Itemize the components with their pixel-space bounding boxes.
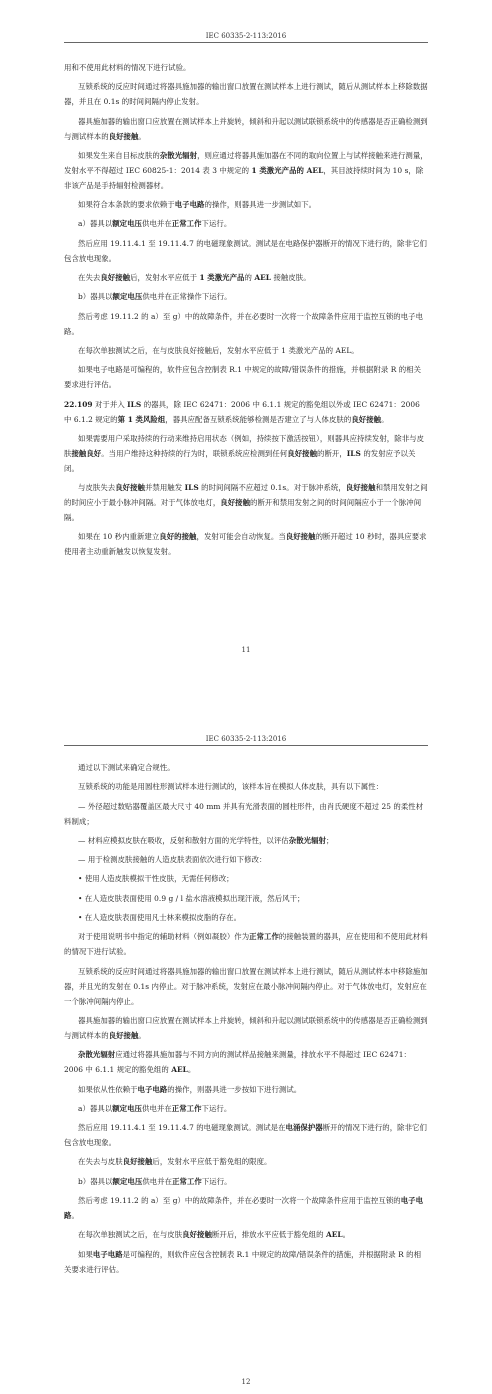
text-run: 然后应用 19.11.4.1 至 19.11.4.7 的电磁现象测试。测试是在 — [78, 1123, 286, 1133]
text-run: 如果 — [78, 1249, 93, 1259]
paragraph — [64, 431, 428, 476]
text-run: 接触皮肤。 — [271, 273, 311, 283]
text-run: 。 — [71, 1211, 79, 1221]
text-run: 用和不使用此材料的情况下进行试验。 — [64, 63, 191, 72]
bold-term: 额定电压 — [112, 219, 142, 229]
paragraph — [64, 1120, 428, 1150]
page-gap — [0, 672, 492, 705]
text-run: 如果发生来自目标皮肤的 — [78, 150, 160, 160]
text-run: 如果依从性依赖于 — [78, 1084, 138, 1094]
bold-term: 良好接触 — [345, 483, 376, 493]
paragraph — [64, 236, 428, 266]
page-body — [64, 760, 428, 1281]
text-run: 通过以下测试来确定合规性。 — [78, 763, 175, 772]
paragraph — [64, 480, 428, 525]
bold-term: 良好接触 — [287, 448, 318, 458]
text-run: 的断开， — [317, 448, 347, 458]
paragraph — [64, 1082, 428, 1097]
text-run: ，发射可能会自动恢复。当 — [196, 532, 286, 542]
bold-term: ILS — [346, 448, 361, 458]
bold-term: 正常工作 — [171, 1103, 202, 1113]
bold-term: 1 类激光产品 — [199, 273, 245, 283]
text-run: 然后考虑 19.11.2 的 a）至 g）中的故障条件，并在必要时一次将一个故障条件应用于监控互锁的电子电路。 — [64, 311, 424, 336]
paragraph — [64, 289, 428, 304]
bold-term: 良好接触 — [182, 1230, 212, 1240]
text-run: 与皮肤失去 — [78, 483, 116, 493]
paragraph — [64, 760, 428, 775]
text-run: 对于并入 — [92, 399, 128, 409]
page-header: IEC 60335-2-113:2016 — [64, 32, 428, 43]
paragraph — [64, 1047, 428, 1077]
text-run: 互锁系统的反应时间通过将器具施加器的输出窗口放置在测试样本上进行测试，随后从测试样本上移除数据器，并且在 0.1s 的时间间隔内停止发射。 — [64, 82, 428, 107]
text-run: 下运行。 — [201, 219, 232, 229]
text-run: 是可编程的，则软件应包含控制表 R.1 中规定的故障/错误条件的措施，并根据附录 R 的相关要求进行评估。 — [64, 1249, 422, 1274]
paragraph — [64, 929, 428, 959]
text-run: 后，发射水平应低于豁免组的限度。 — [152, 1157, 272, 1167]
text-run: 在每次单独测试之后，在与皮肤 — [78, 1230, 183, 1240]
bold-term: 正常工作 — [172, 1176, 202, 1186]
text-run: • 使用人造皮肤模拟干性皮肤，无需任何修改； — [78, 874, 234, 884]
paragraph — [64, 79, 428, 109]
text-run: 的操作，则器具进一步按如下进行测试。 — [167, 1084, 302, 1094]
text-run: 的时间间隔不应超过 0.1s。对于脉冲系统， — [198, 483, 346, 493]
paragraph — [64, 60, 428, 75]
bold-term: 良好接触 — [220, 498, 251, 508]
paragraph — [64, 309, 428, 339]
text-run: 在失去与皮肤 — [78, 1157, 123, 1167]
text-run: 的接触装置的器具，应在使用和不使用此材料的情况下进行试验。 — [64, 932, 428, 957]
bold-term: 接触良好 — [71, 448, 102, 458]
text-run: • 在人造皮肤表面使用 0.9 g / l 盐水溶液模拟出现汗液，然后风干； — [78, 893, 305, 903]
paragraph — [64, 148, 428, 193]
text-run: a）器具以 — [78, 219, 113, 229]
bold-term: 额定电压 — [112, 1176, 143, 1186]
text-run: 然后考虑 19.11.2 的 a）至 g）中的故障条件，并在必要时一次将一个故障条件应用于监控互锁的 — [78, 1196, 401, 1206]
bold-term: AEL — [171, 1065, 188, 1075]
paragraph — [64, 1154, 428, 1169]
text-run: — 材料应模拟皮肤在吸收，反射和散射方面的光学特性，以评估 — [78, 835, 289, 845]
page-number: 12 — [241, 1378, 251, 1386]
paragraph — [64, 871, 428, 886]
paragraph — [64, 1101, 428, 1116]
bold-term: 电涌保护器 — [285, 1123, 323, 1133]
bold-term: 良好接触 — [122, 1157, 153, 1167]
text-run: 如果在 10 秒内重新建立 — [78, 532, 160, 542]
text-run: 断开后，排放水平应低于豁免组的 — [211, 1230, 326, 1240]
text-run: 的断开超过 10 秒时，器具应要求使用者主动重新触发以恢复发射。 — [64, 532, 427, 557]
bold-term: 杂散光辐射 — [288, 835, 326, 845]
text-run: 供电并在 — [142, 1103, 172, 1113]
text-run: 下运行。 — [201, 1176, 232, 1186]
bold-term: 电子电路 — [64, 1196, 424, 1221]
document-page-11 — [0, 0, 492, 672]
text-run: — 用于检测皮肤接触的人造皮肤表面依次进行如下修改： — [78, 855, 267, 865]
bold-term: ILS — [184, 483, 199, 493]
text-run: ，则应通过将器具施加器在不同的取向位置上与试样接触来进行测量，发射水平不得超过 IEC 60825-1：2014 表 3 中规定的 — [64, 150, 428, 175]
paragraph — [64, 270, 428, 285]
bold-term: AEL — [325, 1230, 343, 1240]
bold-term: 1 类激光产品的 AEL — [251, 165, 324, 175]
bold-term: 良好接触 — [115, 483, 145, 493]
bold-term: 良好接触 — [108, 1030, 139, 1040]
text-run: 器具施加器的输出窗口应放置在测试样本上并旋转，倾斜和升起以测试联锁系统中的传感器是否正确检测到与测试样本的 — [64, 116, 428, 141]
text-run: 对于使用说明书中指定的辅助材料（例如凝胶）作为 — [78, 932, 250, 942]
paragraph — [64, 891, 428, 906]
text-run: b）器具以 — [78, 292, 113, 302]
text-run: 如果需要用户采取持续的行动来维持启用状态（例如，持续按下激活按钮），则器具应持续发射，除非与皮肤 — [64, 433, 425, 458]
bold-term: 额定电压 — [112, 292, 143, 302]
text-run: 的 — [244, 273, 255, 283]
text-run: 互锁系统的反应时间通过将器具施加器的输出窗口放置在测试样本上进行测试，随后从测试样本中移除施加器，并且光的发射在 0.1s 内停止。对于脉冲系统，发射应在最小脉冲间隔内停止。对于气体放电灯，发射应在一个脉冲间隔内停止。 — [64, 966, 428, 1006]
text-run: — 外径超过数贴器覆盖区最大尺寸 40 mm 并具有光滑表面的圆柱形件，由肖氏硬度不超过 25 的柔性材料制成； — [64, 801, 424, 826]
text-run: 在失去 — [78, 273, 101, 283]
bold-term: 良好接触 — [351, 414, 382, 424]
bold-term: AEL — [254, 273, 272, 283]
paragraph — [64, 1247, 428, 1277]
document-page-12 — [0, 705, 492, 1394]
bold-term: 电子电路 — [92, 1249, 123, 1259]
bold-term: 良好接触 — [285, 532, 316, 542]
text-run: • 在人造皮肤表面使用凡士林来模拟皮脂的存在。 — [78, 913, 242, 923]
text-run: 的发射应予以关闭。 — [64, 448, 416, 473]
text-run: 应通过将器具施加器与不同方向的测试样品接触来测量，排放水平不得超过 IEC 62471：2006 中 6.1.1 规定的豁免组的 — [64, 1050, 411, 1075]
paragraph — [64, 1013, 428, 1043]
bold-term: 电子电路 — [137, 1084, 168, 1094]
bold-term: 良好的接触 — [159, 532, 197, 542]
paragraph — [64, 529, 428, 559]
page-header: IEC 60335-2-113:2016 — [64, 735, 428, 746]
text-run: 的操作，则器具进一步测试如下。 — [204, 200, 317, 210]
text-run: 然后应用 19.11.4.1 至 19.11.4.7 的电磁现象测试。测试是在电路保护器断开的情况下进行的，除非它们包含放电现象。 — [64, 238, 427, 263]
text-run: 供电并在 — [142, 219, 172, 229]
paragraph — [64, 343, 428, 358]
text-run: 供电并在正常操作下运行。 — [142, 292, 232, 302]
bold-term: 正常工作 — [171, 219, 202, 229]
bold-term: ILS — [127, 399, 142, 409]
text-run: 。 — [342, 1230, 351, 1240]
text-run: 器具施加器的输出窗口应放置在测试样本上并旋转，倾斜和升起以测试联锁系统中的传感器是否正确检测到与测试样本的 — [64, 1015, 428, 1040]
text-run: ； — [325, 835, 334, 845]
text-run: 。 — [138, 131, 146, 141]
paragraph — [64, 779, 428, 794]
text-run: 后，发射水平应低于 — [130, 273, 200, 283]
paragraph — [64, 1193, 428, 1223]
text-run: 的断开和禁用发射之间的时间间隔应小于一个脉冲间隔。 — [64, 498, 422, 523]
bold-term: 电子电路 — [174, 200, 205, 210]
bold-term: 杂散光辐射 — [159, 150, 198, 160]
bold-term: 正常工作 — [249, 932, 279, 942]
bold-term: 第 1 类风险组 — [117, 414, 166, 424]
text-run: 。 — [187, 1065, 196, 1075]
text-run: ，器具应配备互锁系统能够检测是否建立了与人体皮肤的 — [165, 414, 352, 424]
text-run: 如果电子电路是可编程的，软件应包含控制表 R.1 中规定的故障/错误条件的措施，并根据附录 R 的相关要求进行评估。 — [64, 365, 422, 390]
text-run: 。当用户维持这种持续的行为时，联锁系统应检测到任何 — [101, 448, 288, 458]
page-number: 11 — [241, 646, 251, 654]
text-run: 并禁用触发 — [144, 483, 185, 493]
text-run: 如果符合本条款的要求依赖于 — [78, 200, 175, 210]
text-run: 互锁系统的功能是用圆柱形测试样本进行测试的，该样本旨在模拟人体皮肤，具有以下属性： — [78, 782, 384, 792]
bold-term: 良好接触 — [108, 131, 139, 141]
bold-term: 额定电压 — [112, 1103, 142, 1113]
paragraph — [64, 964, 428, 1009]
text-run: b）器具以 — [78, 1176, 113, 1186]
paragraph — [64, 799, 428, 829]
paragraph — [64, 1227, 428, 1242]
paragraph — [64, 852, 428, 867]
bold-term: 杂散光辐射 — [78, 1050, 116, 1060]
text-run: 。 — [381, 414, 389, 424]
text-run: 在每次单独测试之后，在与皮肤良好接触后，发射水平应低于 1 类激光产品的 AEL。 — [78, 345, 359, 355]
text-run: ，其目波持续时间为 10 s，除非该产品是手持辐射检测器材。 — [64, 165, 424, 190]
paragraph — [64, 362, 428, 392]
text-run: 供电并在 — [142, 1176, 173, 1186]
text-run: 和禁用发射之间的时间应小于最小脉冲间隔。对于气体放电灯， — [64, 483, 428, 508]
text-run: 的器具，除 IEC 62471：2006 中 6.1.1 规定的豁免组以外或 IEC 62471：2006 中 6.1.2 规定的 — [64, 399, 420, 424]
paragraph — [64, 114, 428, 144]
paragraph — [64, 197, 428, 212]
text-run: 断开的情况下进行的，除非它们包含放电现象。 — [64, 1123, 427, 1148]
page-body — [64, 60, 428, 564]
text-run: 。 — [138, 1030, 146, 1040]
text-run: 下运行。 — [201, 1103, 232, 1113]
paragraph — [64, 1174, 428, 1189]
paragraph — [64, 910, 428, 925]
paragraph — [64, 397, 428, 427]
bold-term: 良好接触 — [100, 273, 131, 283]
bold-term: 22.109 — [64, 399, 93, 409]
paragraph — [64, 833, 428, 848]
text-run: a）器具以 — [78, 1103, 113, 1113]
paragraph — [64, 216, 428, 231]
